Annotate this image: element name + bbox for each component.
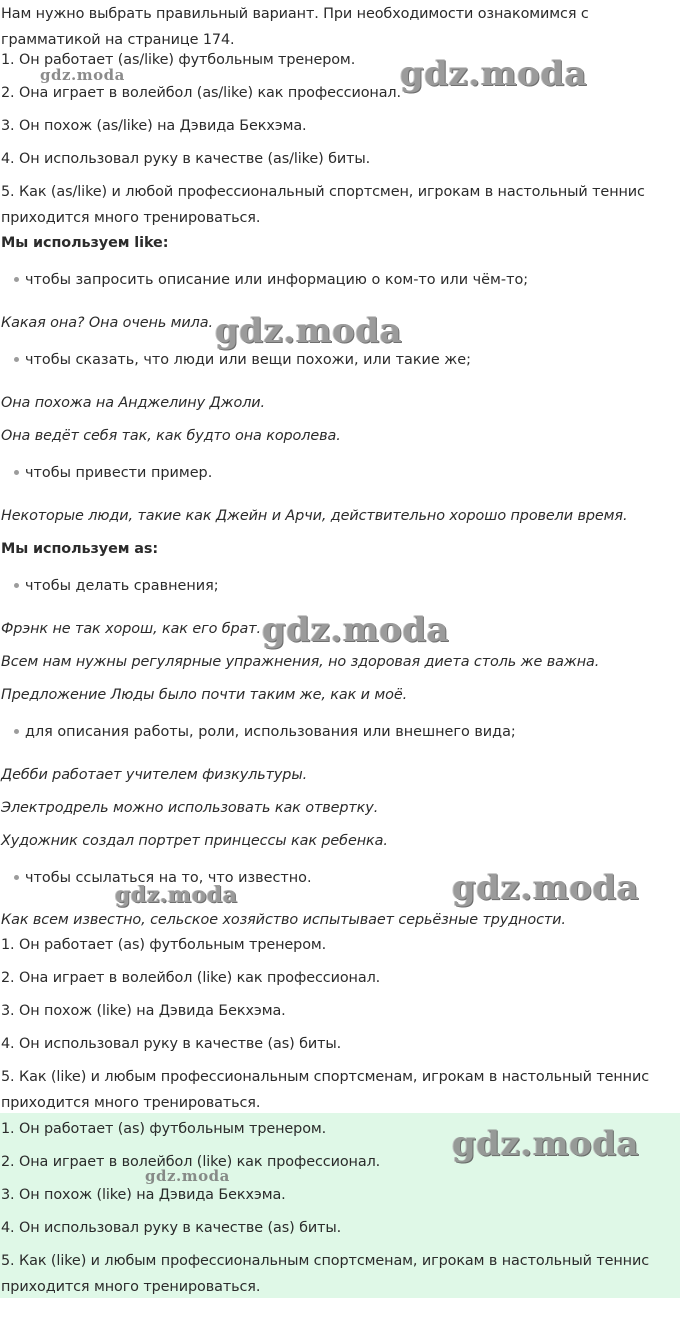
bullet-dot: [14, 729, 19, 734]
watermark-logo: gdz.moda: [452, 1124, 640, 1164]
bullet-text: для описания работы, роли, использования или внешнего вида;: [25, 724, 516, 740]
answer-item-4: 4. Он использовал руку в качестве (as) биты.: [1, 1036, 342, 1052]
like-example-2b: Она ведёт себя так, как будто она королева.: [1, 428, 341, 444]
intro-line-2: грамматикой на странице 174.: [1, 32, 235, 48]
task-item-4: 4. Он использовал руку в качестве (as/like) биты.: [1, 151, 371, 167]
bullet-dot: [14, 357, 19, 362]
watermark-logo: gdz.moda: [452, 868, 640, 908]
answer-item-2: 2. Она играет в волейбол (like) как профессионал.: [1, 970, 381, 986]
highlight-answer-5: 5. Как (like) и любым профессиональным спортсменам, игрокам в настольный теннис: [1, 1253, 650, 1269]
task-item-5-cont: приходится много тренироваться.: [1, 210, 261, 226]
intro-line-1: Нам нужно выбрать правильный вариант. При необходимости ознакомимся с: [1, 6, 589, 22]
answer-item-1: 1. Он работает (as) футбольным тренером.: [1, 937, 327, 953]
answer-item-5: 5. Как (like) и любым профессиональным спортсменам, игрокам в настольный теннис: [1, 1069, 650, 1085]
answer-item-5-cont: приходится много тренироваться.: [1, 1095, 261, 1111]
as-bullet-1: [14, 573, 219, 599]
as-example-3: Как всем известно, сельское хозяйство испытывает серьёзные трудности.: [1, 912, 566, 928]
like-example-3: Некоторые люди, такие как Джейн и Арчи, действительно хорошо провели время.: [1, 508, 628, 524]
watermark-logo: gdz.moda: [115, 882, 238, 908]
bullet-dot: [14, 277, 19, 282]
watermark-logo: gdz.moda: [400, 54, 588, 94]
as-bullet-2: [14, 719, 516, 745]
as-example-2c: Художник создал портрет принцессы как ребенка.: [1, 833, 388, 849]
as-example-2b: Электродрель можно использовать как отвертку.: [1, 800, 379, 816]
highlight-answer-1: 1. Он работает (as) футбольным тренером.: [1, 1121, 327, 1137]
bullet-dot: [14, 875, 19, 880]
as-example-2a: Дебби работает учителем физкультуры.: [1, 767, 308, 783]
like-example-2a: Она похожа на Анджелину Джоли.: [1, 395, 266, 411]
bullet-text: чтобы запросить описание или информацию о ком-то или чём-то;: [25, 272, 529, 288]
as-heading: Мы используем as:: [1, 541, 159, 557]
answer-item-3: 3. Он похож (like) на Дэвида Бекхэма.: [1, 1003, 286, 1019]
watermark-logo: gdz.moda: [262, 610, 450, 650]
like-heading: Мы используем like:: [1, 235, 169, 251]
bullet-text: чтобы сказать, что люди или вещи похожи, или такие же;: [25, 352, 471, 368]
highlight-answer-3: 3. Он похож (like) на Дэвида Бекхэма.: [1, 1187, 286, 1203]
task-item-5: 5. Как (as/like) и любой профессиональный спортсмен, игрокам в настольный теннис: [1, 184, 645, 200]
as-example-1c: Предложение Люды было почти таким же, как и моё.: [1, 687, 408, 703]
highlight-answer-5-cont: приходится много тренироваться.: [1, 1279, 261, 1295]
watermark-logo: gdz.moda: [40, 66, 125, 84]
like-bullet-3: [14, 460, 212, 486]
highlight-answer-2: 2. Она играет в волейбол (like) как профессионал.: [1, 1154, 381, 1170]
task-item-3: 3. Он похож (as/like) на Дэвида Бекхэма.: [1, 118, 307, 134]
task-item-2: 2. Она играет в волейбол (as/like) как профессионал.: [1, 85, 402, 101]
bullet-text: чтобы делать сравнения;: [25, 578, 219, 594]
as-example-1a: Фрэнк не так хорош, как его брат.: [1, 621, 262, 637]
as-example-1b: Всем нам нужны регулярные упражнения, но здоровая диета столь же важна.: [1, 654, 600, 670]
bullet-dot: [14, 583, 19, 588]
like-example-1: Какая она? Она очень мила.: [1, 315, 213, 331]
bullet-dot: [14, 470, 19, 475]
watermark-logo: gdz.moda: [215, 311, 403, 351]
watermark-logo: gdz.moda: [145, 1167, 230, 1185]
bullet-text: чтобы ссылаться на то, что известно.: [25, 870, 312, 886]
like-bullet-1: [14, 267, 528, 293]
bullet-text: чтобы привести пример.: [25, 465, 213, 481]
task-item-1: 1. Он работает (as/like) футбольным тренером.: [1, 52, 356, 68]
highlight-answer-4: 4. Он использовал руку в качестве (as) биты.: [1, 1220, 342, 1236]
